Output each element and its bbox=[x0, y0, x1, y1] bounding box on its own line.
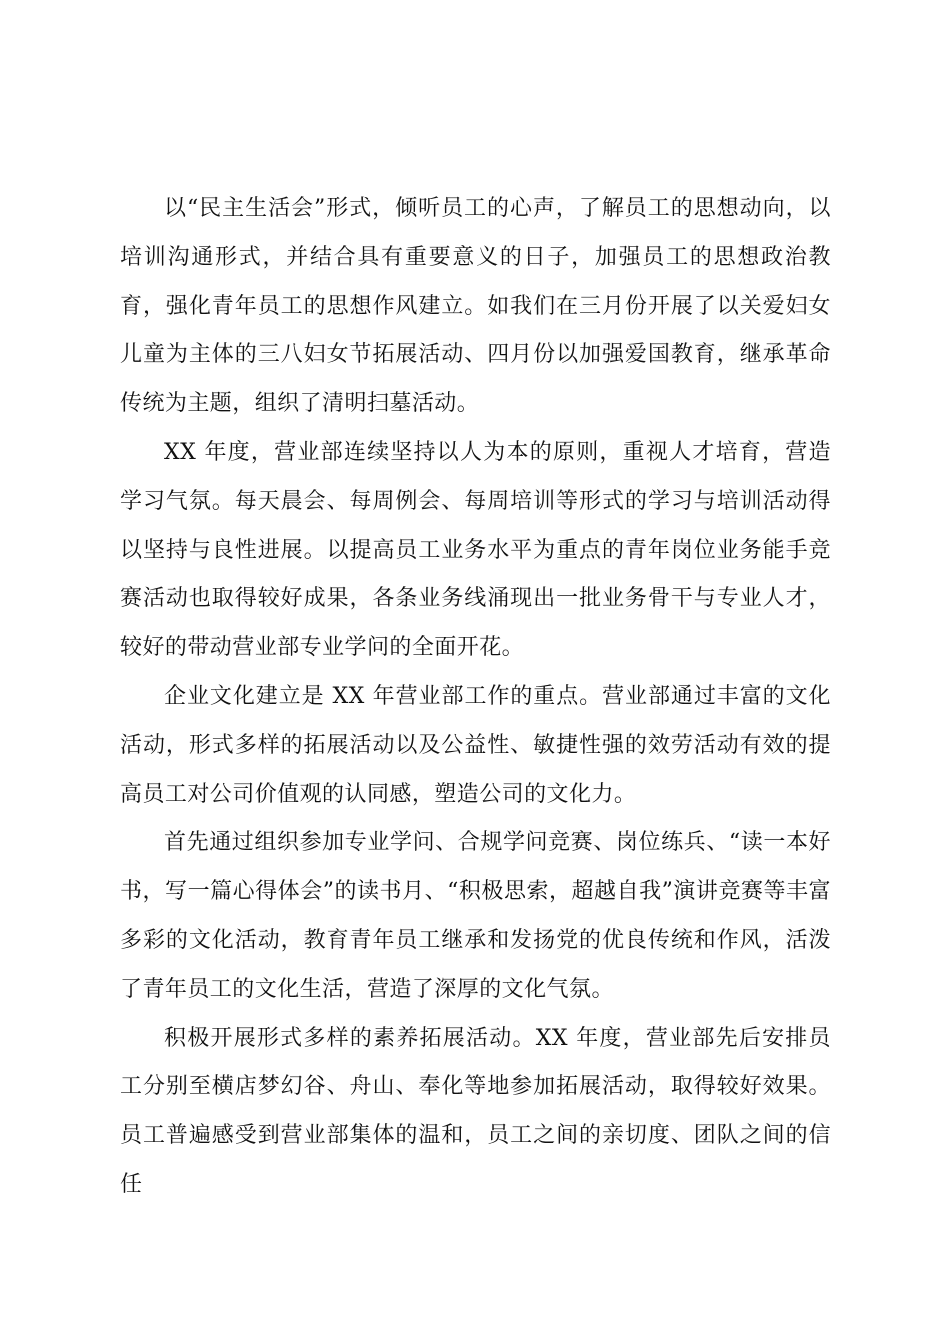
paragraph-3: 企业文化建立是 XX 年营业部工作的重点。营业部通过丰富的文化活动，形式多样的拓展活动以及公益性、敏捷性强的效劳活动有效的提高员工对公司价值观的认同感，塑造公司的文化力。 bbox=[120, 683, 831, 807]
document-body bbox=[120, 185, 831, 1210]
paragraph-4: 首先通过组织参加专业学问、合规学问竞赛、岗位练兵、“读一本好书，写一篇心得体会”的读书月、“积极思索，超越自我”演讲竞赛等丰富多彩的文化活动，教育青年员工继承和发扬党的优良传统和作风，活泼了青年员工的文化生活，营造了深厚的文化气氛。 bbox=[120, 830, 831, 1002]
paragraph-2: XX 年度，营业部连续坚持以人为本的原则，重视人才培育，营造学习气氛。每天晨会、每周例会、每周培训等形式的学习与培训活动得以坚持与良性进展。以提高员工业务水平为重点的青年岗位业务能手竞赛活动也取得较好成果，各条业务线涌现出一批业务骨干与专业人才，较好的带动营业部专业学问的全面开花。 bbox=[120, 439, 831, 661]
paragraph-5: 积极开展形式多样的素养拓展活动。XX 年度，营业部先后安排员工分别至横店梦幻谷、舟山、奉化等地参加拓展活动，取得较好效果。员工普遍感受到营业部集体的温和，员工之间的亲切度、团队之间的信任 bbox=[120, 1025, 831, 1197]
paragraph-1: 以“民主生活会”形式，倾听员工的心声，了解员工的思想动向，以培训沟通形式，并结合具有重要意义的日子，加强员工的思想政治教育，强化青年员工的思想作风建立。如我们在三月份开展了以关爱妇女儿童为主体的三八妇女节拓展活动、四月份以加强爱国教育，继承革命传统为主题，组织了清明扫墓活动。 bbox=[120, 196, 831, 417]
